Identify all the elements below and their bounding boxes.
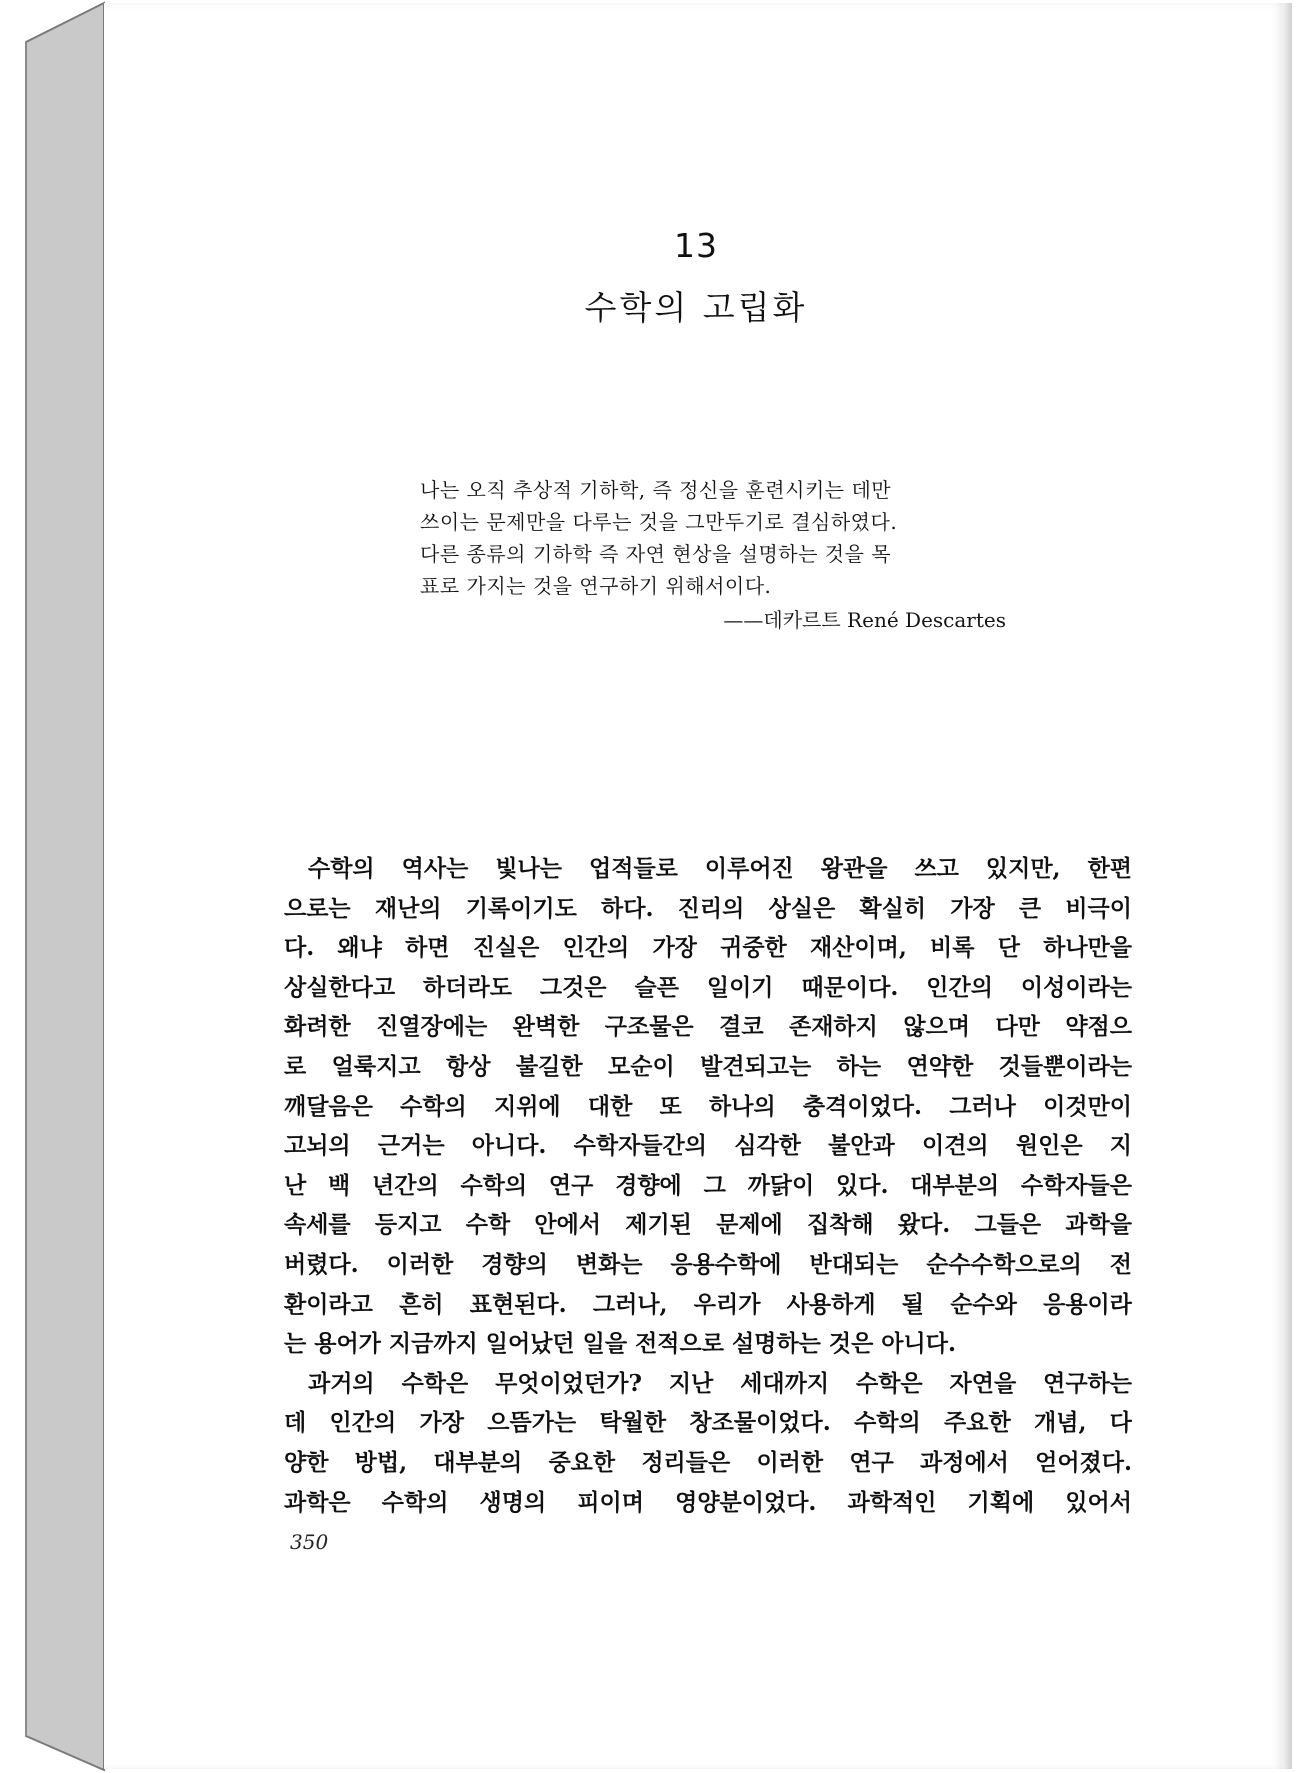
epigraph-line: 나는 오직 추상적 기하학, 즉 정신을 훈련시키는 데만	[420, 478, 892, 502]
page-edge	[1282, 3, 1292, 1769]
chapter-title: 수학의 고립화	[584, 288, 808, 327]
body-text	[284, 849, 1132, 1522]
body-line: 데 인간의 가장 으뜸가는 탁월한 창조물이었다. 수학의 주요한 개념, 다	[284, 1409, 1132, 1437]
epigraph-line: 표로 가지는 것을 연구하기 위해서이다.	[420, 574, 772, 598]
body-line: 환이라고 흔히 표현된다. 그러나, 우리가 사용하게 될 순수와 응용이라	[284, 1290, 1132, 1318]
body-line: 깨달음은 수학의 지위에 대한 또 하나의 충격이었다. 그러나 이것만이	[284, 1092, 1132, 1120]
body-line: 양한 방법, 대부분의 중요한 정리들은 이러한 연구 과정에서 얻어졌다.	[284, 1448, 1132, 1476]
body-line: 상실한다고 하더라도 그것은 슬픈 일이기 때문이다. 인간의 이성이라는	[284, 973, 1132, 1001]
body-line: 과학은 수학의 생명의 피이며 영양분이었다. 과학적인 기획에 있어서	[284, 1488, 1132, 1516]
epigraph-line: 쓰이는 문제만을 다루는 것을 그만두기로 결심하였다.	[420, 510, 898, 534]
chapter-number: 13	[674, 226, 718, 265]
body-line: 화려한 진열장에는 완벽한 구조물은 결코 존재하지 않으며 다만 약점으	[284, 1013, 1132, 1041]
epigraph-line: 다른 종류의 기하학 즉 자연 현상을 설명하는 것을 목	[420, 542, 892, 566]
page-number: 350	[290, 1530, 329, 1554]
body-line: 버렸다. 이러한 경향의 변화는 응용수학에 반대되는 순수수학으로의 전	[284, 1250, 1132, 1278]
body-line: 으로는 재난의 기록이기도 하다. 진리의 상실은 확실히 가장 큰 비극이	[284, 894, 1132, 922]
body-line: 다. 왜냐 하면 진실은 인간의 가장 귀중한 재산이며, 비록 단 하나만을	[284, 934, 1132, 962]
body-line: 고뇌의 근거는 아니다. 수학자들간의 심각한 불안과 이견의 원인은 지	[284, 1132, 1132, 1160]
body-line: 는 용어가 지금까지 일어났던 일을 전적으로 설명하는 것은 아니다.	[284, 1330, 956, 1358]
body-line: 난 백 년간의 수학의 연구 경향에 그 까닭이 있다. 대부분의 수학자들은	[284, 1171, 1132, 1199]
body-line: 과거의 수학은 무엇이었던가? 지난 세대까지 수학은 자연을 연구하는	[308, 1369, 1132, 1397]
epigraph	[420, 474, 1006, 602]
body-line: 속세를 등지고 수학 안에서 제기된 문제에 집착해 왔다. 그들은 과학을	[284, 1211, 1132, 1239]
epigraph-attribution: ——데카르트 René Descartes	[723, 608, 1006, 632]
body-line: 수학의 역사는 빛나는 업적들로 이루어진 왕관을 쓰고 있지만, 한편	[308, 855, 1132, 882]
body-line: 로 얼룩지고 항상 불길한 모순이 발견되고는 하는 연약한 것들뿐이라는	[284, 1052, 1132, 1080]
